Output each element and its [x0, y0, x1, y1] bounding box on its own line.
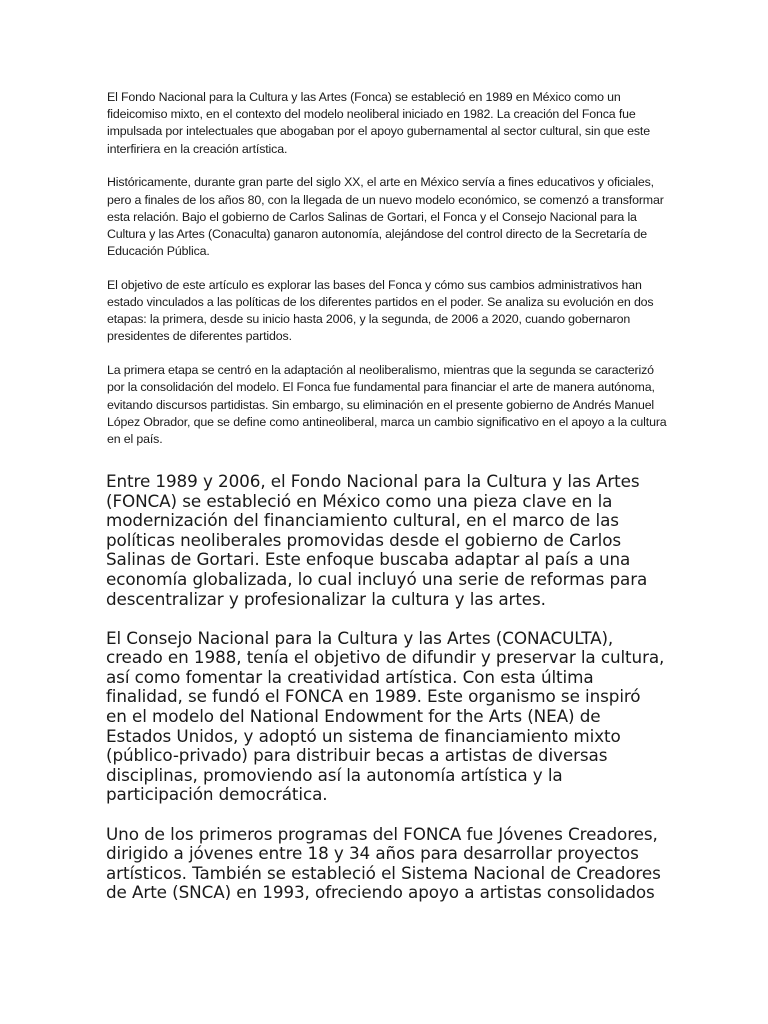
- intro-paragraph-3: El objetivo de este artículo es explorar las bases del Fonca y cómo sus cambios administrativos han estado vinculados a las políticas de los diferentes partidos en el poder. Se analiza su evolución en dos etapas: la primera, desde su inicio hasta 2006, y la segunda, de 2006 a 2020, cuando gobernaron presidentes de diferentes partidos.: [107, 277, 654, 344]
- body-paragraph-3: Uno de los primeros programas del FONCA fue Jóvenes Creadores, dirigido a jóvenes entre 18 y 34 años para desarrollar proyectos artísticos. También se estableció el Sistema Nacional de Creadores de Arte (SNCA) en 1993, ofreciendo apoyo a artistas consolidados: [106, 823, 661, 903]
- body-paragraph-2: El Consejo Nacional para la Cultura y las Artes (CONACULTA), creado en 1988, tenía el objetivo de difundir y preservar la cultura, así como fomentar la creatividad artística. Con esta última finalidad, se fundó el FONCA en 1989. Este organismo se inspiró en el modelo del National Endowment for the Arts (NEA) de Estados Unidos, y adoptó un sistema de financiamiento mixto (público-privado) para distribuir becas a artistas de diversas disciplinas, promoviendo así la autonomía artística y la participación democrática.: [106, 627, 665, 805]
- intro-section: [107, 89, 667, 465]
- body-paragraph-1: Entre 1989 y 2006, el Fondo Nacional para la Cultura y las Artes (FONCA) se estableció en México como una pieza clave en la modernización del financiamiento cultural, en el marco de las políticas neoliberales promovidas desde el gobierno de Carlos Salinas de Gortari. Este enfoque buscaba adaptar al país a una economía globalizada, lo cual incluyó una serie de reformas para descentralizar y profesionalizar la cultura y las artes.: [106, 471, 648, 609]
- intro-paragraph-1: El Fondo Nacional para la Cultura y las Artes (Fonca) se estableció en 1989 en México como un fideicomiso mixto, en el contexto del modelo neoliberal iniciado en 1982. La creación del Fonca fue impulsada por intelectuales que abogaban por el apoyo gubernamental al sector cultural, sin que este interfiriera en la creación artística.: [107, 90, 650, 156]
- intro-paragraph-2: Históricamente, durante gran parte del siglo XX, el arte en México servía a fines educativos y oficiales, pero a finales de los años 80, con la llegada de un nuevo modelo económico, se comenzó a transformar esta relación. Bajo el gobierno de Carlos Salinas de Gortari, el Fonca y el Consejo Nacional para la Cultura y las Artes (Conaculta) ganaron autonomía, alejándose del control directo de la Secretaría de Educación Pública.: [107, 175, 664, 259]
- intro-paragraph-4: La primera etapa se centró en la adaptación al neoliberalismo, mientras que la segunda se caracterizó por la consolidación del modelo. El Fonca fue fundamental para financiar el arte de manera autónoma, evitando discursos partidistas. Sin embargo, su eliminación en el presente gobierno de Andrés Manuel López Obrador, que se define como antineoliberal, marca un cambio significativo en el apoyo a la cultura en el país.: [107, 363, 667, 446]
- body-section: [106, 472, 666, 922]
